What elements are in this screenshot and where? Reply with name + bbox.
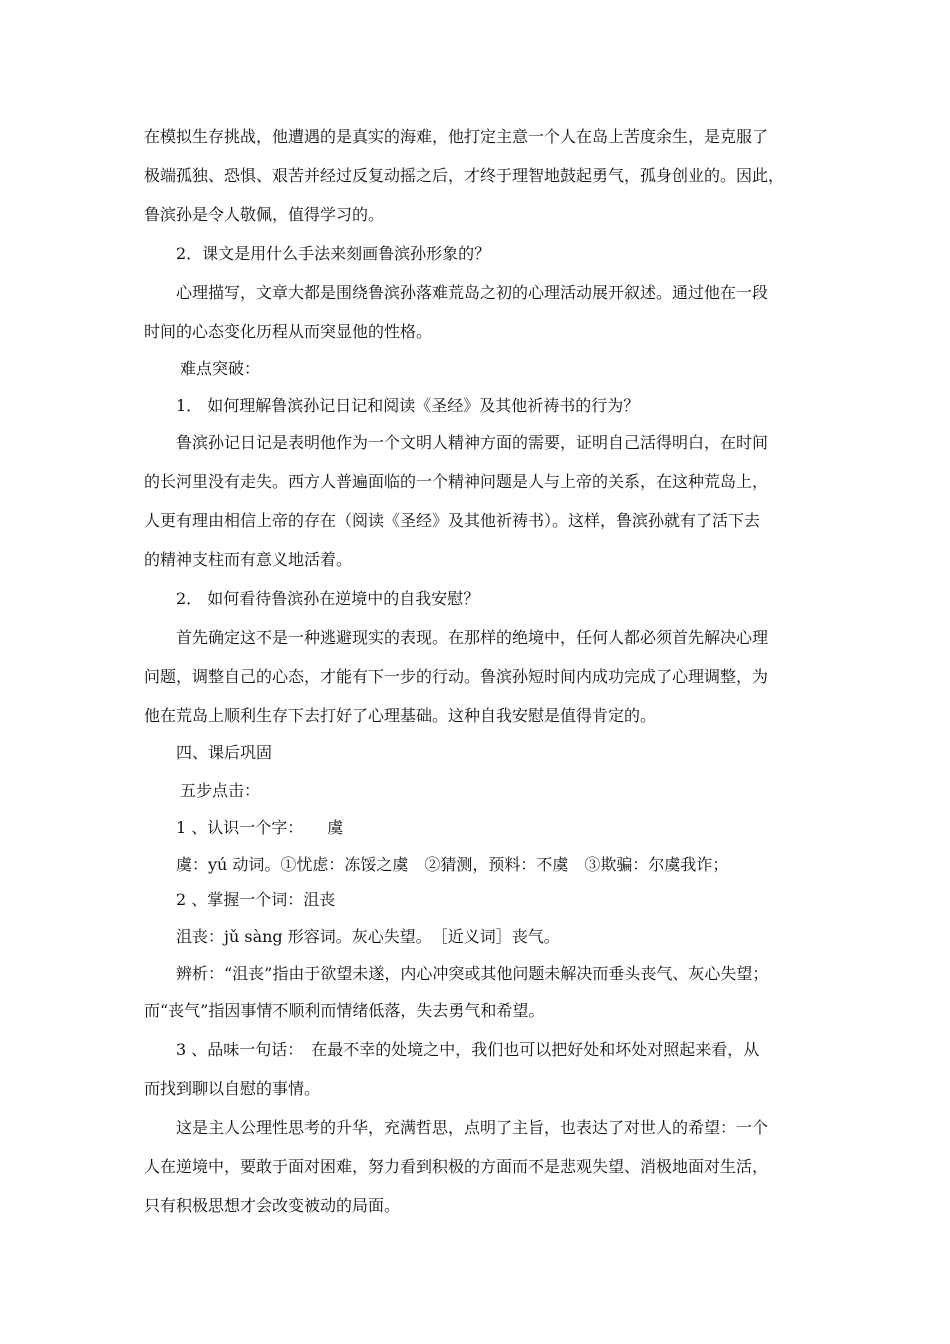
text-line: 1 、认识一个字： 虞 bbox=[176, 818, 344, 837]
text-line: 人在逆境中，要敢于面对困难，努力看到积极的方面而不是悲观失望、消极地面对生活， bbox=[144, 1157, 769, 1176]
text-line: 2．课文是用什么手法来刻画鲁滨孙形象的？ bbox=[176, 244, 491, 263]
text-line: 极端孤独、恐惧、艰苦并经过反复动摇之后，才终于理智地鼓起勇气，孤身创业的。因此， bbox=[144, 166, 785, 185]
text-line: 鲁滨孙是令人敬佩，值得学习的。 bbox=[144, 205, 385, 224]
text-line: 鲁滨孙记日记是表明他作为一个文明人精神方面的需要，证明自己活得明白，在时间 bbox=[176, 433, 769, 452]
text-line: 2 、掌握一个词：沮丧 bbox=[176, 890, 336, 909]
text-line: 时间的心态变化历程从而突显他的性格。 bbox=[144, 322, 433, 341]
text-line: 只有积极思想才会改变被动的局面。 bbox=[144, 1196, 401, 1215]
text-line: 辨析：“沮丧”指由于欲望未遂，内心冲突或其他问题未解决而垂头丧气、灰心失望； bbox=[176, 964, 769, 983]
text-line: 他在荒岛上顺利生存下去打好了心理基础。这种自我安慰是值得肯定的。 bbox=[144, 706, 657, 725]
section-heading: 四、课后巩固 bbox=[176, 743, 273, 762]
text-line: 而“丧气”指因事情不顺利而情绪低落，失去勇气和希望。 bbox=[144, 1001, 545, 1020]
text-line: 人更有理由相信上帝的存在（阅读《圣经》及其他祈祷书）。这样，鲁滨孙就有了活下去 bbox=[144, 511, 761, 530]
text-line: 而找到聊以自慰的事情。 bbox=[144, 1079, 321, 1098]
section-heading: 难点突破： bbox=[180, 359, 261, 378]
text-line: 五步点击： bbox=[180, 781, 261, 800]
text-line: 2． 如何看待鲁滨孙在逆境中的自我安慰？ bbox=[176, 589, 480, 608]
text-line: 的长河里没有走失。西方人普遍面临的一个精神问题是人与上帝的关系，在这种荒岛上， bbox=[144, 472, 769, 491]
text-line: 1． 如何理解鲁滨孙记日记和阅读《圣经》及其他祈祷书的行为？ bbox=[176, 396, 640, 415]
text-line: 心理描写，文章大都是围绕鲁滨孙落难荒岛之初的心理活动展开叙述。通过他在一段 bbox=[176, 283, 769, 302]
text-line: 问题，调整自己的心态，才能有下一步的行动。鲁滨孙短时间内成功完成了心理调整，为 bbox=[144, 667, 769, 686]
text-line: 在模拟生存挑战，他遭遇的是真实的海难，他打定主意一个人在岛上苦度余生，是克服了 bbox=[144, 127, 769, 146]
text-line: 虞：yú 动词。①忧虑：冻馁之虞 ②猜测，预料：不虞 ③欺骗：尔虞我诈； bbox=[176, 855, 729, 874]
text-line: 这是主人公理性思考的升华，充满哲思，点明了主旨，也表达了对世人的希望：一个 bbox=[176, 1118, 769, 1137]
text-line: 3 、品味一句话： 在最不幸的处境之中，我们也可以把好处和坏处对照起来看，从 bbox=[176, 1040, 760, 1059]
text-line: 的精神支柱而有意义地活着。 bbox=[144, 550, 353, 569]
text-line: 首先确定这不是一种逃避现实的表现。在那样的绝境中，任何人都必须首先解决心理 bbox=[176, 628, 769, 647]
text-line: 沮丧：jǔ sàng 形容词。灰心失望。 ［近义词］丧气。 bbox=[176, 927, 560, 946]
